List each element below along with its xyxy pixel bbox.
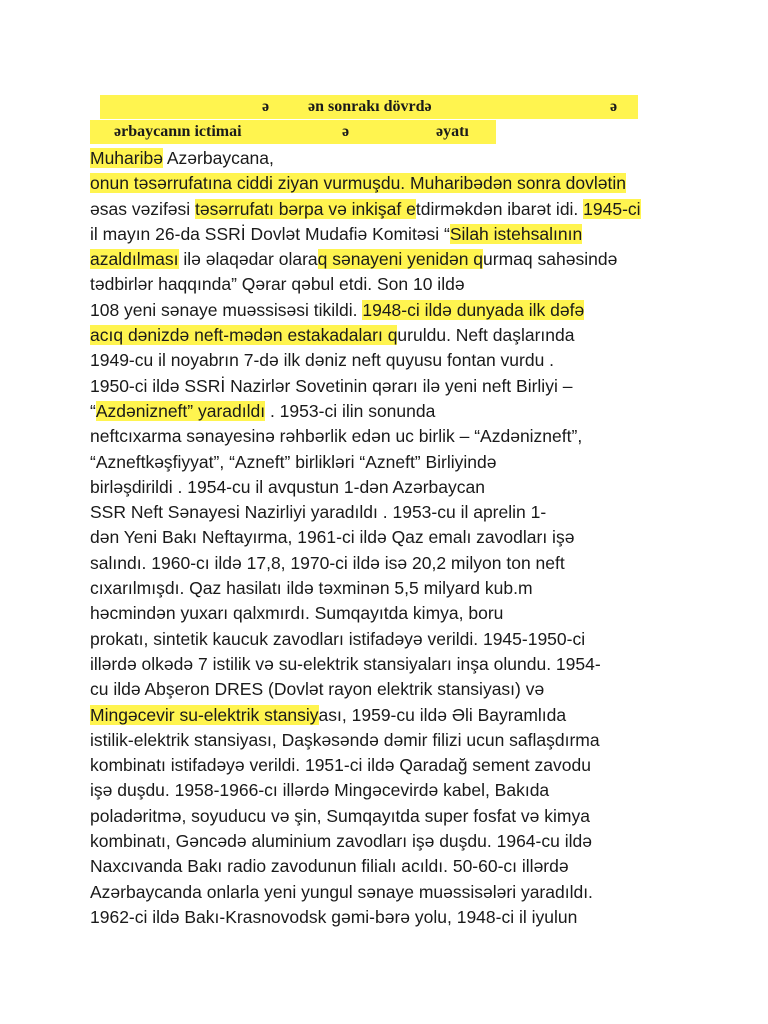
- text-line: [90, 576, 690, 601]
- highlighted-text: q sənayeni yenidən q: [317, 249, 484, 270]
- text-segment: əsas vəzifəsi: [90, 198, 196, 219]
- text-line: [90, 424, 690, 449]
- text-segment: Azərbaycana,: [162, 148, 274, 168]
- text-segment: neftcıxarma sənayesinə rəhbərlik edən uc birlik – “Azdənizneft”,: [90, 426, 583, 447]
- text-segment: “Azneftkəşfiyyat”, “Azneft” birlikləri “Azneft” Birliyində: [90, 451, 497, 472]
- text-line: [90, 652, 690, 677]
- text-segment: Naxcıvanda Bakı radio zavodunun filialı acıldı. 50-60-cı illərdə: [90, 856, 569, 877]
- text-line: [90, 500, 690, 525]
- highlighted-text: Mingəcevir su-elektrik stansiy: [90, 704, 319, 725]
- heading-fragment: ə: [610, 98, 618, 115]
- text-line: [90, 880, 690, 905]
- text-segment: 108 yeni sənaye muəssisəsi tikildi.: [90, 299, 363, 320]
- highlighted-text: təsərrufatı bərpa və inkişaf e: [195, 198, 416, 219]
- highlighted-text: acıq dənizdə neft-mədən estakadaları q: [90, 325, 398, 346]
- text-segment: illərdə olkədə 7 istilik və su-elektrik stansiyaları inşa olundu. 1954-: [90, 653, 601, 674]
- text-line: [90, 450, 690, 475]
- text-segment: işə duşdu. 1958-1966-cı illərdə Mingəcevirdə kabel, Bakıda: [90, 780, 550, 801]
- text-segment: il mayın 26-da SSRİ Dovlət Mudafiə Komitəsi “: [90, 223, 450, 244]
- heading-fragment: ən sonrakı dövrdə: [308, 98, 432, 115]
- heading-fragment: ə: [342, 123, 350, 140]
- text-line: [90, 854, 690, 879]
- text-line: [90, 804, 690, 829]
- text-segment: tədbirlər haqqında” Qərar qəbul etdi. Son 10 ildə: [90, 274, 465, 295]
- text-line: [90, 601, 690, 626]
- heading-fragment: əyatı: [436, 123, 469, 140]
- text-segment: kombinatı istifadəyə verildi. 1951-ci ildə Qaradağ sement zavodu: [90, 755, 591, 776]
- text-line: [90, 247, 690, 272]
- text-line: [90, 728, 690, 753]
- text-line: [90, 829, 690, 854]
- text-line: [90, 298, 690, 323]
- text-segment: dən Yeni Bakı Neftayırma, 1961-ci ildə Qaz emalı zavodları işə: [90, 527, 575, 548]
- text-segment: cıxarılmışdı. Qaz hasilatı ildə təxminən 5,5 milyard kub.m: [90, 578, 533, 599]
- text-line: [90, 146, 690, 171]
- text-segment: kombinatı, Gəncədə aluminium zavodları işə duşdu. 1964-cu ildə: [90, 831, 592, 852]
- text-segment: istilik-elektrik stansiyası, Daşkəsəndə dəmir filizi ucun saflaşdırma: [90, 729, 600, 750]
- text-line: [90, 677, 690, 702]
- highlighted-text: Silah istehsalının: [449, 223, 583, 244]
- text-segment: poladəritmə, soyuducu və şin, Sumqayıtda super fosfat və kimya: [90, 805, 590, 826]
- text-line: [90, 703, 690, 728]
- text-segment: 1949-cu il noyabrın 7-də ilk dəniz neft quyusu fontan vurdu .: [90, 350, 555, 371]
- text-line: [90, 753, 690, 778]
- text-line: [90, 197, 690, 222]
- text-segment: 1950-ci ildə SSRİ Nazirlər Sovetinin qərarı ilə yeni neft Birliyi –: [90, 375, 573, 396]
- text-segment: SSR Neft Sənayesi Nazirliyi yaradıldı . 1953-cu il aprelin 1-: [90, 502, 547, 523]
- text-segment: birləşdirildi . 1954-cu il avqustun 1-dən Azərbaycan: [90, 476, 485, 497]
- text-segment: ilə əlaqədar olara: [178, 249, 318, 270]
- highlighted-text: Azdənizneft” yaradıldı: [95, 400, 266, 421]
- text-segment: uruldu. Neft daşlarında: [397, 325, 575, 346]
- text-line: [90, 627, 690, 652]
- text-line: [90, 778, 690, 803]
- text-segment: “: [90, 400, 96, 421]
- text-line: [90, 905, 690, 930]
- text-line: [90, 272, 690, 297]
- text-segment: ası, 1959-cu ildə Əli Bayramlıda: [318, 704, 567, 725]
- highlighted-text: 1945-ci: [583, 198, 641, 219]
- heading-fragment: ərbaycanın ictimai: [114, 123, 242, 140]
- heading-row-1: [0, 95, 768, 119]
- text-line: [90, 171, 690, 196]
- text-line: [90, 348, 690, 373]
- highlighted-text: azaldılması: [90, 249, 179, 270]
- text-segment: 1962-ci ildə Bakı-Krasnovodsk gəmi-bərə yolu, 1948-ci il iyulun: [90, 906, 578, 927]
- text-line: [90, 323, 690, 348]
- text-segment: salındı. 1960-cı ildə 17,8, 1970-ci ildə isə 20,2 milyon ton neft: [90, 552, 565, 573]
- highlighted-text: 1948-ci ildə dunyada ilk dəfə: [362, 299, 585, 320]
- text-segment: Azərbaycanda onlarla yeni yungul sənaye muəssisələri yaradıldı.: [90, 881, 593, 902]
- text-segment: urmaq sahəsində: [483, 249, 618, 270]
- text-line: [90, 374, 690, 399]
- highlighted-text: Muharibə: [90, 148, 163, 168]
- text-line: [90, 525, 690, 550]
- text-line: [90, 551, 690, 576]
- text-line: [90, 475, 690, 500]
- text-segment: həcmindən yuxarı qalxmırdı. Sumqayıtda kimya, boru: [90, 603, 504, 624]
- text-segment: . 1953-ci ilin sonunda: [265, 400, 436, 421]
- text-segment: prokatı, sintetik kaucuk zavodları istifadəyə verildi. 1945-1950-ci: [90, 628, 586, 649]
- document-body: [90, 146, 690, 930]
- text-line: [90, 222, 690, 247]
- highlighted-text: onun təsərrufatına ciddi ziyan vurmuşdu. Muharibədən sonra dovlətin: [90, 173, 627, 194]
- heading-row-2: [0, 120, 768, 144]
- heading-fragment: ə: [262, 98, 270, 115]
- text-segment: cu ildə Abşeron DRES (Dovlət rayon elektrik stansiyası) və: [90, 679, 545, 700]
- text-segment: tdirməkdən ibarət idi.: [415, 198, 584, 219]
- text-line: [90, 399, 690, 424]
